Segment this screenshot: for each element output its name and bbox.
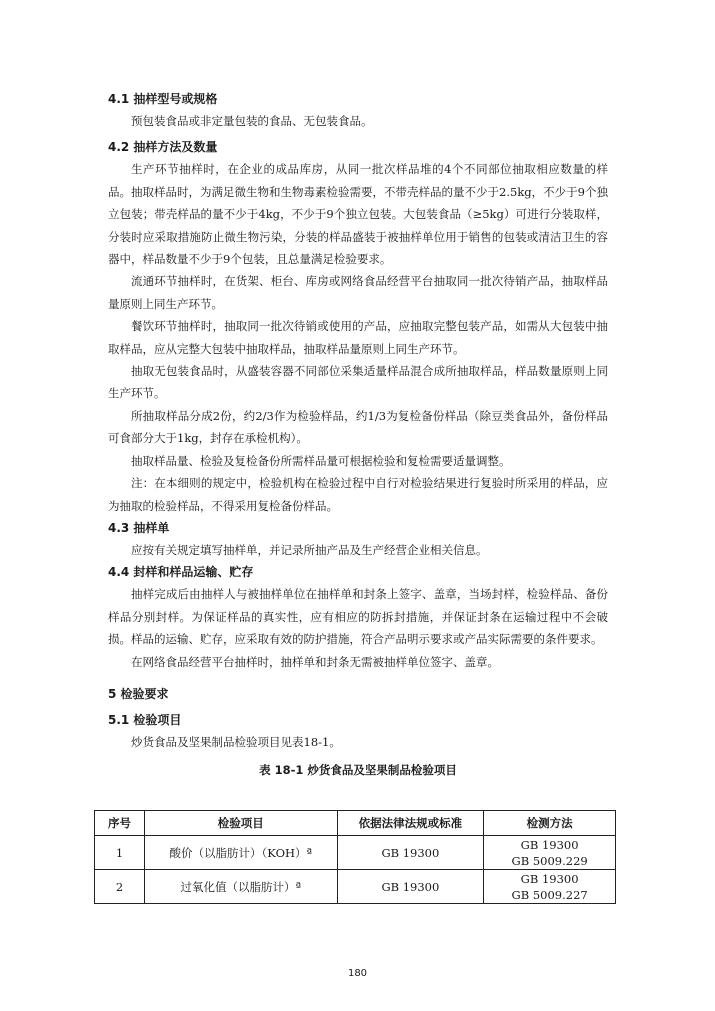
- paragraph: 抽取无包装食品时，从盛装容器不同部位采集适量样品混合成所抽取样品，样品数量原则上同生产环节。: [108, 364, 608, 401]
- column-header-method: 检测方法: [484, 811, 616, 836]
- paragraph: 炒货食品及坚果制品检验项目见表18-1。: [131, 734, 341, 749]
- column-header-no: 序号: [95, 811, 145, 836]
- column-header-basis: 依据法律法规或标准: [337, 811, 484, 836]
- paragraph: 应按有关规定填写抽样单，并记录所抽产品及生产经营企业相关信息。: [131, 542, 488, 557]
- method-line: GB 5009.227: [511, 887, 588, 902]
- cell-basis: GB 19300: [337, 870, 484, 904]
- inspection-items-table: [94, 810, 616, 904]
- cell-no: 1: [95, 836, 145, 870]
- cell-item: 酸价（以脂肪计）（KOH）ª: [145, 836, 338, 870]
- heading-5-1: 5.1 检验项目: [108, 712, 182, 727]
- heading-5: 5 检验要求: [108, 686, 169, 701]
- method-line: GB 19300: [520, 837, 579, 852]
- document-body: [108, 88, 608, 781]
- paragraph: 预包装食品或非定量包装的食品、无包装食品。: [131, 114, 373, 128]
- heading-4-2: 4.2 抽样方法及数量: [108, 140, 218, 155]
- heading-4-4: 4.4 封样和样品运输、贮存: [108, 565, 254, 580]
- table-header-row: [95, 811, 616, 836]
- heading-4-3: 4.3 抽样单: [108, 520, 170, 535]
- method-line: GB 19300: [520, 871, 579, 886]
- cell-method: [484, 836, 616, 870]
- paragraph: 流通环节抽样时，在货架、柜台、库房或网络食品经营平台抽取同一批次待销产品，抽取样品量原则上同生产环节。: [108, 274, 608, 311]
- table-row: [95, 870, 616, 904]
- cell-item: 过氧化值（以脂肪计）ª: [145, 870, 338, 904]
- page-number: 180: [347, 968, 368, 979]
- cell-method: [484, 870, 616, 904]
- method-line: GB 5009.229: [511, 853, 588, 868]
- table-caption: 表 18-1 炒货食品及坚果制品检验项目: [259, 763, 457, 778]
- cell-no: 2: [95, 870, 145, 904]
- paragraph: 生产环节抽样时，在企业的成品库房，从同一批次样品堆的4个不同部位抽取相应数量的样品。抽取样品时，为满足微生物和生物毒素检验需要，不带壳样品的量不少于2.5kg，不少于9个独立包装；带壳样品的量不少于4kg，不少于9个独立包装。大包装食品（≥5kg）可进行分装取样，分装时应采取措施防止微生物污染，分装的样品盛装于被抽样单位用于销售的包装或清洁卫生的容器中，样品数量不少于9个包装，且总量满足检验要求。: [108, 162, 608, 267]
- paragraph: 抽取样品量、检验及复检备份所需样品量可根据检验和复检需要适量调整。: [131, 453, 511, 468]
- note-paragraph: 注：在本细则的规定中，检验机构在检验过程中自行对检验结果进行复验时所采用的样品，应为抽取的检验样品，不得采用复检备份样品。: [108, 476, 608, 513]
- paragraph: 所抽取样品分成2份，约2/3作为检验样品，约1/3为复检备份样品（除豆类食品外，备份样品可食部分大于1kg，封存在承检机构）。: [108, 408, 608, 446]
- cell-basis: GB 19300: [337, 836, 484, 870]
- paragraph: 抽样完成后由抽样人与被抽样单位在抽样单和封条上签字、盖章，当场封样，检验样品、备份样品分别封样。为保证样品的真实性，应有相应的防拆封措施，并保证封条在运输过程中不会破损。样品的运输、贮存，应采取有效的防护措施，符合产品明示要求或产品实际需要的条件要求。: [108, 587, 608, 647]
- paragraph: 餐饮环节抽样时，抽取同一批次待销或使用的产品，应抽取完整包装产品，如需从大包装中抽取样品，应从完整大包装中抽取样品，抽取样品量原则上同生产环节。: [108, 319, 608, 356]
- column-header-item: 检验项目: [145, 811, 338, 836]
- paragraph: 在网络食品经营平台抽样时，抽样单和封条无需被抽样单位签字、盖章。: [131, 654, 499, 669]
- table-row: [95, 836, 616, 870]
- heading-4-1: 4.1 抽样型号或规格: [108, 92, 218, 106]
